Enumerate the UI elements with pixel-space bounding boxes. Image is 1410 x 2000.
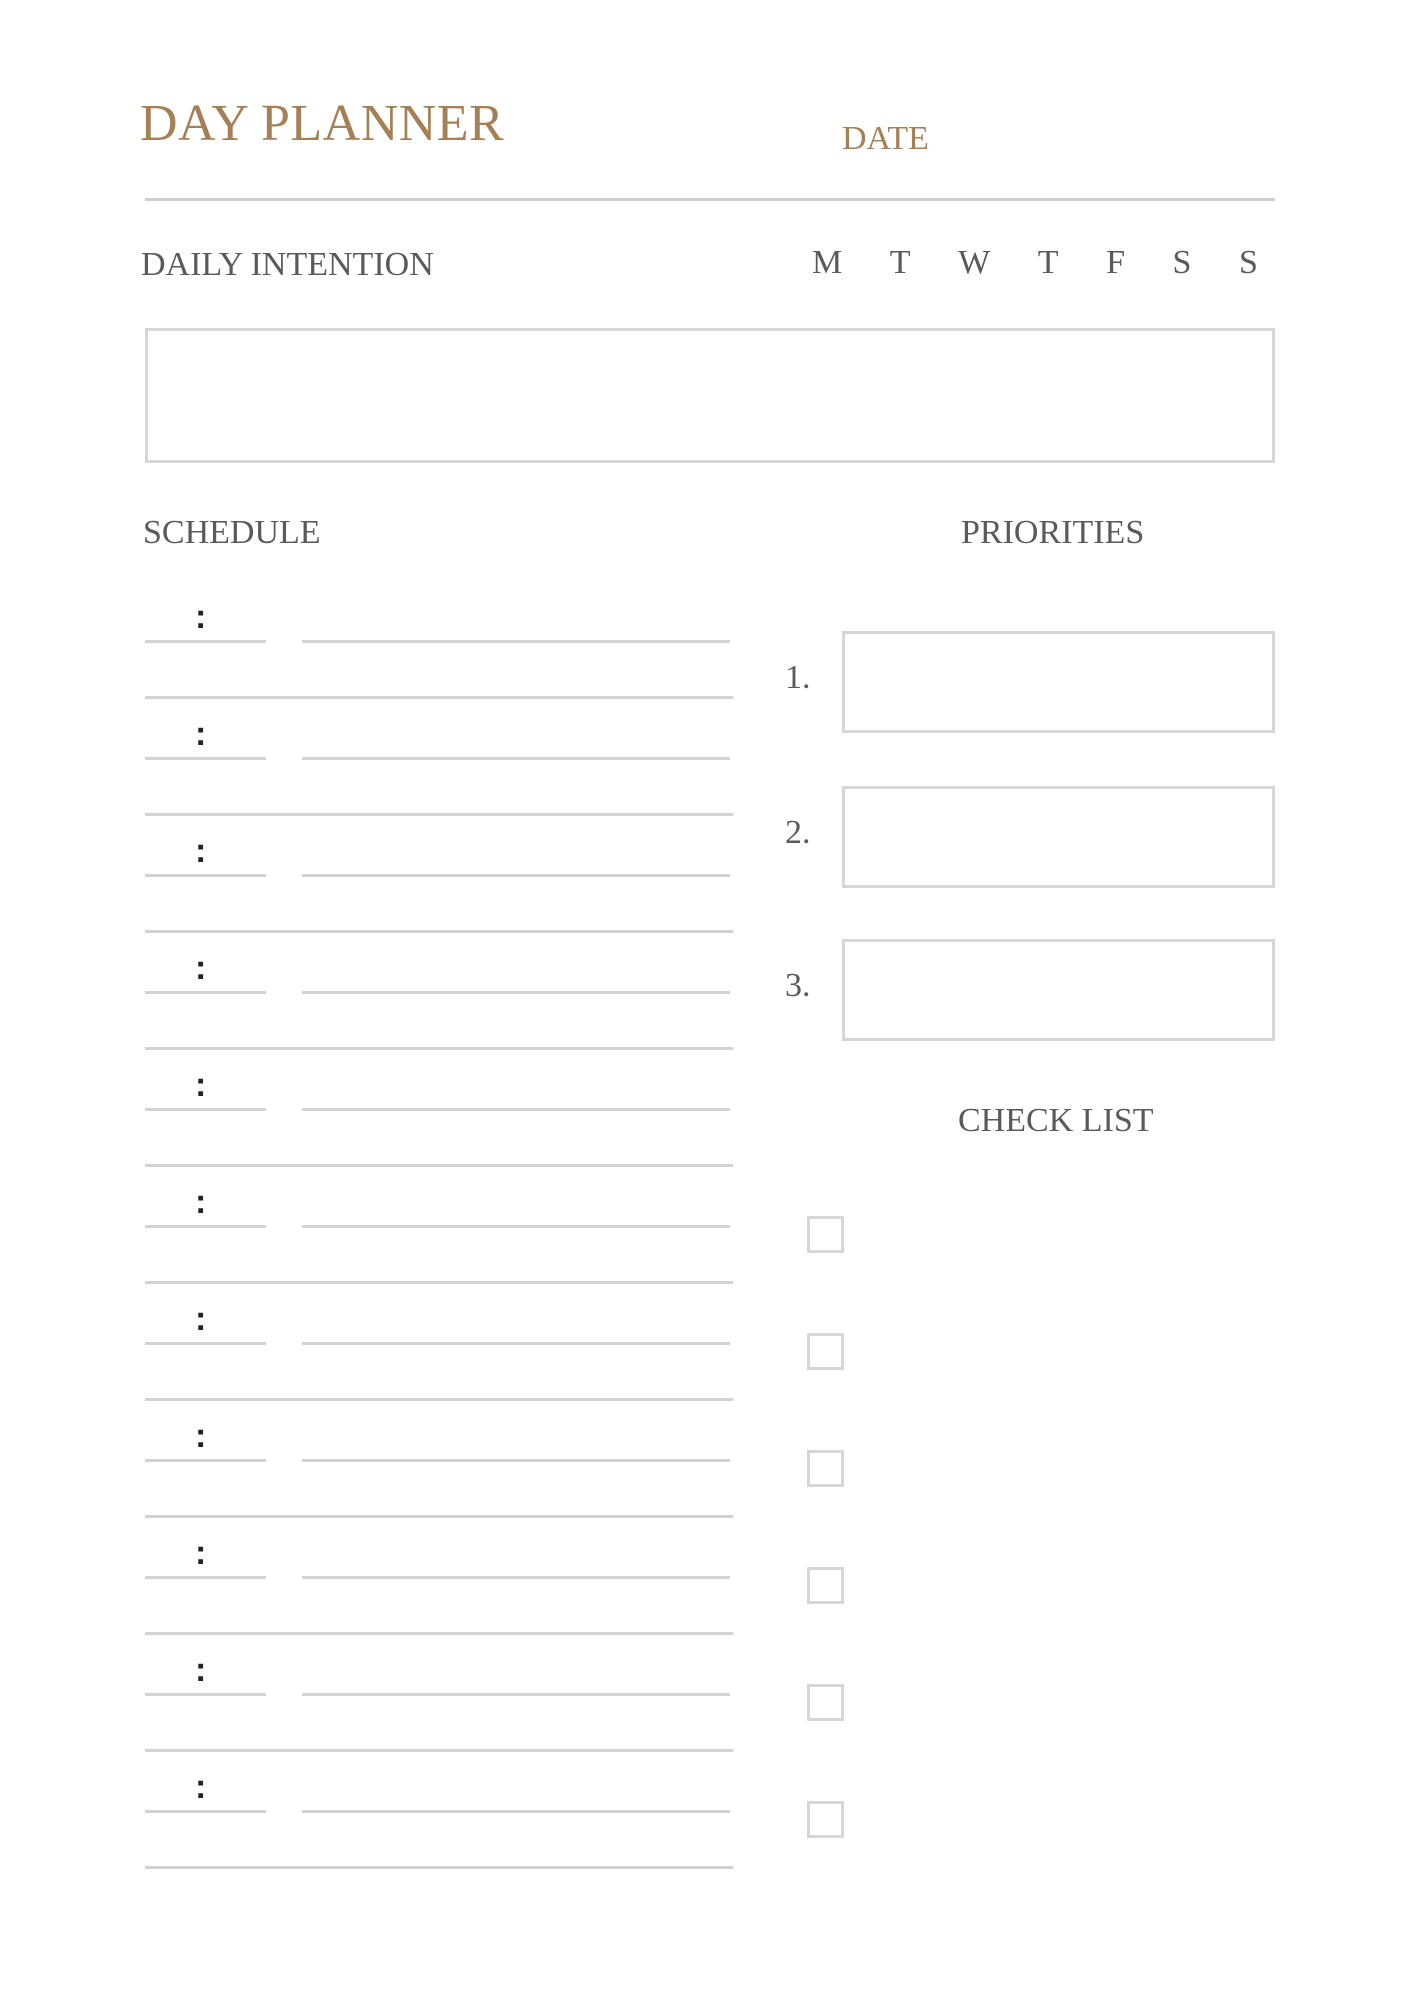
- checkbox[interactable]: [807, 1333, 844, 1370]
- event-field[interactable]: [302, 1459, 730, 1462]
- schedule-slot: [145, 1419, 733, 1536]
- event-field[interactable]: [302, 1693, 730, 1696]
- page-title: DAY PLANNER: [140, 95, 505, 152]
- priority-number: 2.: [785, 814, 811, 851]
- priority-field[interactable]: [842, 786, 1275, 888]
- priority-item: [785, 939, 1275, 1041]
- time-separator: :: [195, 1768, 207, 1806]
- schedule-slot: [145, 1185, 733, 1302]
- time-separator: :: [195, 598, 207, 636]
- daily-intention-field[interactable]: [145, 328, 1275, 463]
- event-field[interactable]: [302, 640, 730, 643]
- checkbox[interactable]: [807, 1450, 844, 1487]
- schedule-slot: [145, 1770, 733, 1887]
- note-field[interactable]: [145, 1866, 733, 1869]
- note-field[interactable]: [145, 1398, 733, 1401]
- note-field[interactable]: [145, 696, 733, 699]
- weekday-tuesday[interactable]: T: [889, 244, 911, 281]
- checkbox[interactable]: [807, 1801, 844, 1838]
- weekday-selector: [812, 246, 1258, 280]
- note-field[interactable]: [145, 1515, 733, 1518]
- time-separator: :: [195, 1417, 207, 1455]
- checkbox[interactable]: [807, 1684, 844, 1721]
- schedule-slot: [145, 1653, 733, 1770]
- time-field[interactable]: [145, 874, 266, 877]
- schedule-slot: [145, 1536, 733, 1653]
- time-separator: :: [195, 715, 207, 753]
- time-field[interactable]: [145, 1459, 266, 1462]
- checklist-label: CHECK LIST: [958, 1102, 1154, 1139]
- event-field[interactable]: [302, 1576, 730, 1579]
- event-field[interactable]: [302, 1342, 730, 1345]
- priority-item: [785, 631, 1275, 733]
- weekday-saturday[interactable]: S: [1172, 244, 1192, 281]
- weekday-wednesday[interactable]: W: [958, 244, 991, 281]
- time-separator: :: [195, 1300, 207, 1338]
- event-field[interactable]: [302, 1225, 730, 1228]
- schedule-slot: [145, 1302, 733, 1419]
- time-separator: :: [195, 949, 207, 987]
- checkbox[interactable]: [807, 1216, 844, 1253]
- event-field[interactable]: [302, 991, 730, 994]
- note-field[interactable]: [145, 930, 733, 933]
- event-field[interactable]: [302, 1108, 730, 1111]
- time-field[interactable]: [145, 1342, 266, 1345]
- schedule-slot: [145, 951, 733, 1068]
- weekday-monday[interactable]: M: [812, 244, 843, 281]
- schedule-slot: [145, 834, 733, 951]
- schedule-slot: [145, 1068, 733, 1185]
- priority-field[interactable]: [842, 631, 1275, 733]
- date-label: DATE: [842, 120, 929, 157]
- time-field[interactable]: [145, 1810, 266, 1813]
- schedule-list: [145, 600, 733, 1887]
- time-field[interactable]: [145, 1576, 266, 1579]
- daily-intention-label: DAILY INTENTION: [141, 246, 434, 283]
- time-separator: :: [195, 1066, 207, 1104]
- schedule-label: SCHEDULE: [143, 514, 321, 551]
- event-field[interactable]: [302, 757, 730, 760]
- time-separator: :: [195, 832, 207, 870]
- time-separator: :: [195, 1651, 207, 1689]
- time-field[interactable]: [145, 1108, 266, 1111]
- note-field[interactable]: [145, 1281, 733, 1284]
- schedule-slot: [145, 600, 733, 717]
- checkbox[interactable]: [807, 1567, 844, 1604]
- time-separator: :: [195, 1183, 207, 1221]
- priority-field[interactable]: [842, 939, 1275, 1041]
- priority-number: 1.: [785, 659, 811, 696]
- note-field[interactable]: [145, 1047, 733, 1050]
- priorities-label: PRIORITIES: [961, 514, 1145, 551]
- weekday-sunday[interactable]: S: [1239, 244, 1258, 281]
- priority-item: [785, 786, 1275, 888]
- event-field[interactable]: [302, 874, 730, 877]
- schedule-slot: [145, 717, 733, 834]
- note-field[interactable]: [145, 1749, 733, 1752]
- time-field[interactable]: [145, 757, 266, 760]
- header-divider: [145, 198, 1275, 201]
- time-separator: :: [195, 1534, 207, 1572]
- time-field[interactable]: [145, 1693, 266, 1696]
- event-field[interactable]: [302, 1810, 730, 1813]
- priority-number: 3.: [785, 967, 811, 1004]
- note-field[interactable]: [145, 1164, 733, 1167]
- time-field[interactable]: [145, 640, 266, 643]
- time-field[interactable]: [145, 1225, 266, 1228]
- note-field[interactable]: [145, 813, 733, 816]
- weekday-thursday[interactable]: T: [1037, 244, 1059, 281]
- note-field[interactable]: [145, 1632, 733, 1635]
- time-field[interactable]: [145, 991, 266, 994]
- weekday-friday[interactable]: F: [1106, 244, 1125, 281]
